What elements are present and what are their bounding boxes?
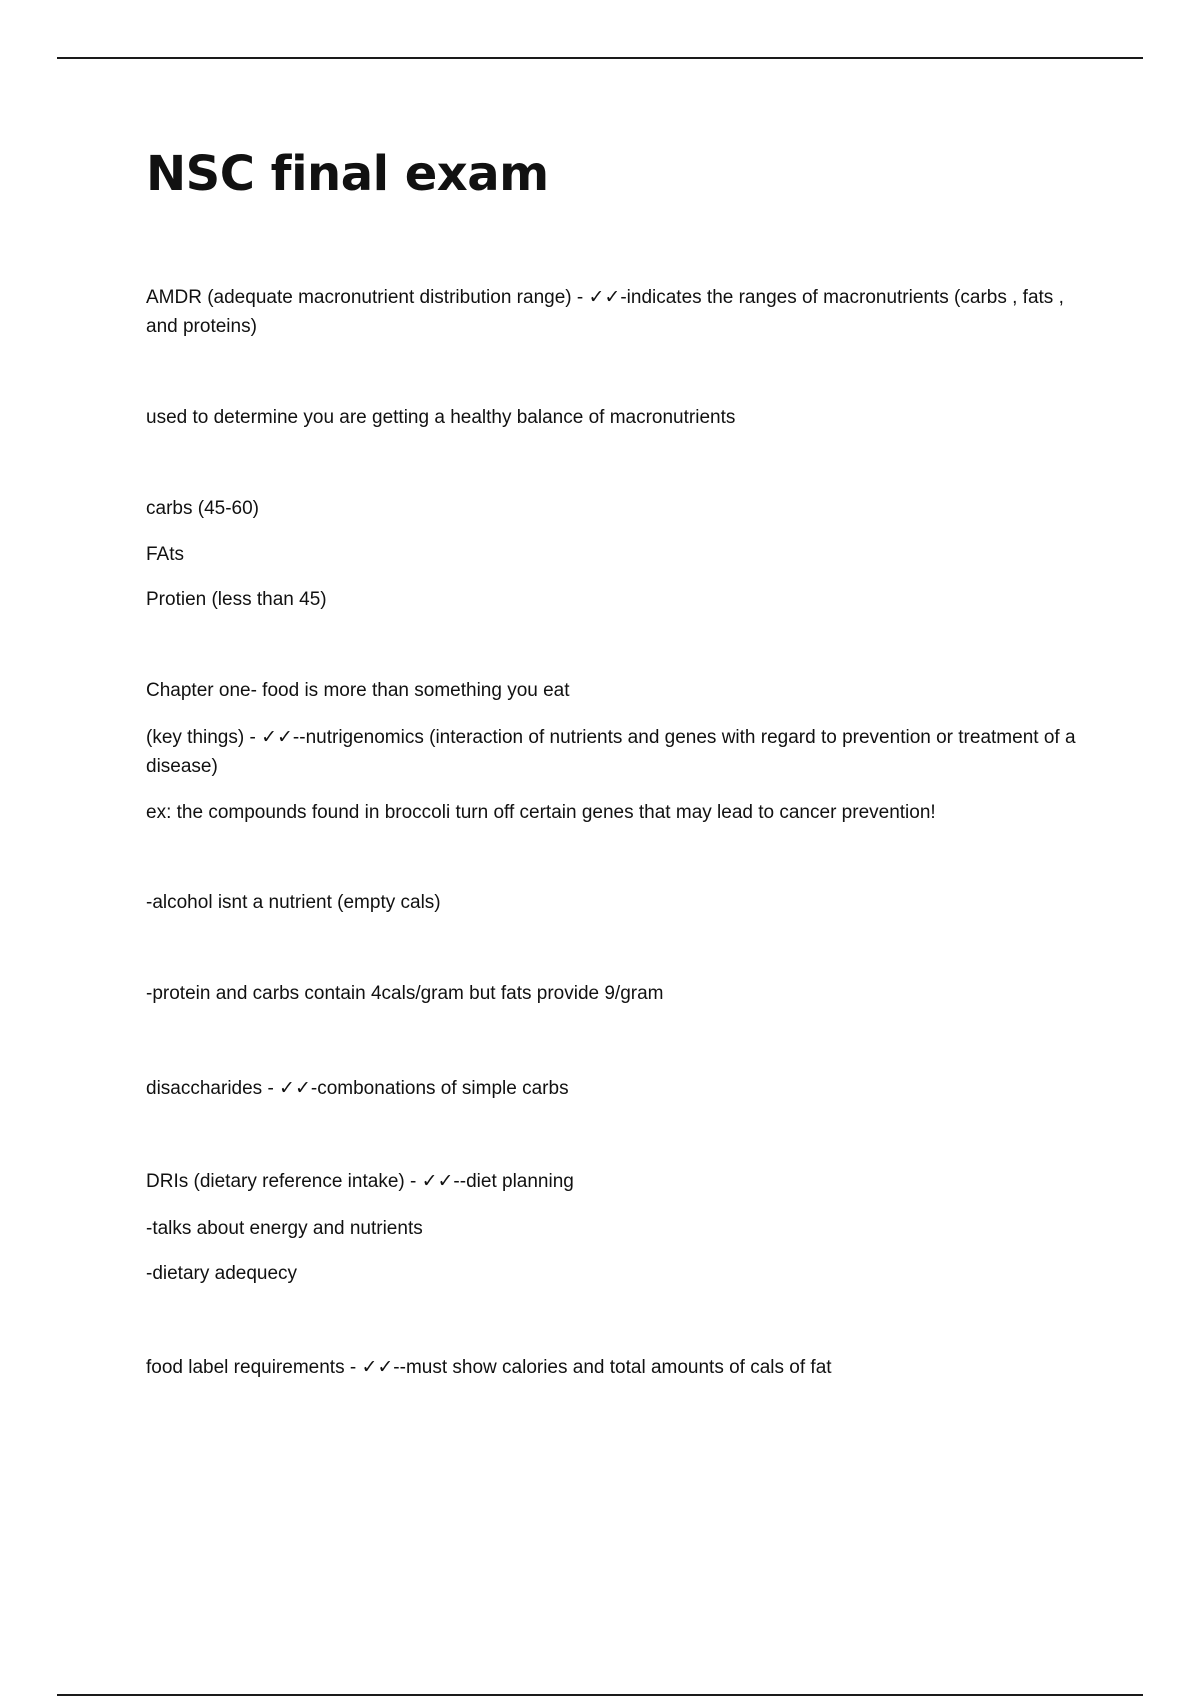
note-alcohol: -alcohol isnt a nutrient (empty cals)	[146, 892, 441, 913]
note-energy-nutrients: -talks about energy and nutrients	[146, 1218, 423, 1239]
note-carbs: carbs (45-60)	[146, 498, 259, 519]
page-title: NSC final exam	[146, 146, 549, 202]
note-key-things: (key things) - ✓✓--nutrigenomics (interaction of nutrients and genes with regard to prevention or treatment of a disease)	[146, 727, 1076, 777]
note-protein: Protien (less than 45)	[146, 589, 327, 610]
top-rule	[57, 57, 1143, 59]
note-fats: FAts	[146, 544, 185, 565]
bottom-rule	[57, 1694, 1143, 1696]
note-amdr-purpose: used to determine you are getting a healthy balance of macronutrients	[146, 407, 736, 428]
note-dris: DRIs (dietary reference intake) - ✓✓--diet planning	[146, 1171, 574, 1192]
note-amdr: AMDR (adequate macronutrient distribution range) - ✓✓-indicates the ranges of macronutrients (carbs , fats , and proteins)	[146, 287, 1064, 337]
note-chapter-one: Chapter one- food is more than something you eat	[146, 680, 570, 701]
note-broccoli-example: ex: the compounds found in broccoli turn off certain genes that may lead to cancer prevention!	[146, 802, 936, 823]
note-calories-per-gram: -protein and carbs contain 4cals/gram but fats provide 9/gram	[146, 983, 664, 1004]
note-food-label: food label requirements - ✓✓--must show calories and total amounts of cals of fat	[146, 1357, 832, 1378]
note-disaccharides: disaccharides - ✓✓-combonations of simple carbs	[146, 1078, 569, 1099]
note-dietary-adequacy: -dietary adequecy	[146, 1263, 298, 1284]
